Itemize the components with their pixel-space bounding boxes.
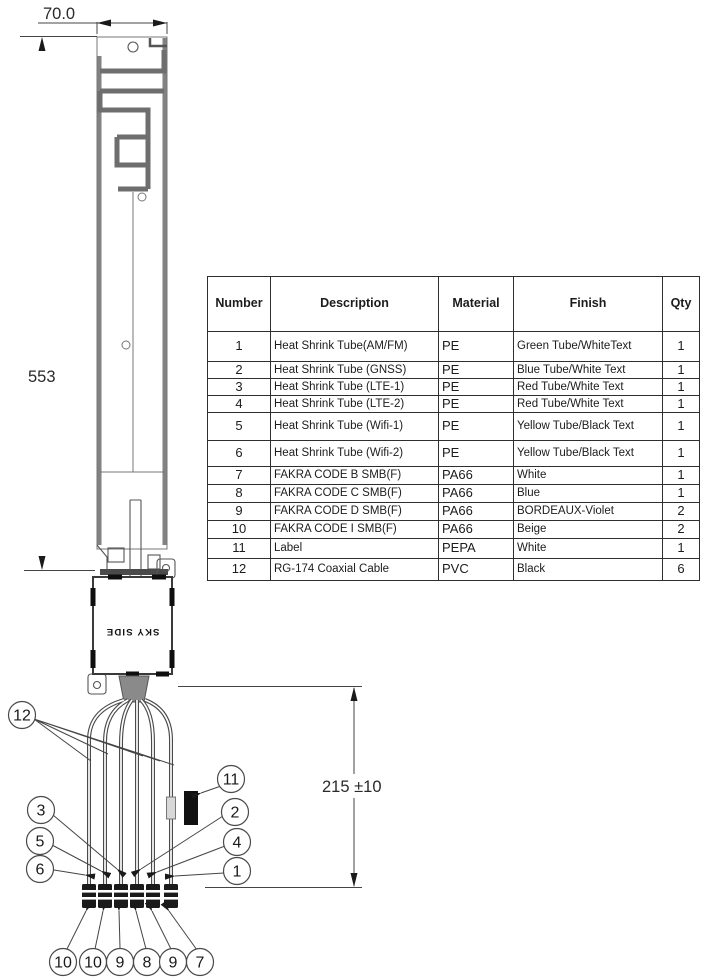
callout-5	[27, 828, 54, 855]
cell-number: 6	[208, 441, 271, 467]
arrowhead	[97, 20, 111, 27]
clip-mark	[91, 588, 96, 606]
trace-segment	[117, 137, 148, 165]
bom-header-row	[208, 277, 700, 332]
leader-10b	[95, 911, 103, 949]
mount-hole-bottom	[94, 682, 101, 689]
callout-bottom-10b	[80, 949, 107, 976]
cell-material: PE	[439, 332, 514, 362]
connector-body	[130, 884, 144, 908]
fakra-connector-2	[98, 884, 112, 908]
balloon-number: 11	[222, 771, 240, 789]
cell-material: PA66	[439, 521, 514, 539]
connector-stripe	[114, 890, 128, 893]
cell-qty: 1	[663, 396, 700, 413]
cell-qty: 1	[663, 441, 700, 467]
label-clip	[167, 797, 176, 819]
cell-qty: 1	[663, 362, 700, 379]
balloon-number: 9	[168, 954, 178, 972]
connector-stripe	[146, 890, 160, 893]
balloon-number: 3	[36, 802, 46, 820]
col-header-material: Material	[439, 277, 514, 332]
callout-bottom-9b	[160, 949, 187, 976]
cell-qty: 1	[663, 485, 700, 503]
table-row	[208, 467, 700, 485]
connector-body	[164, 884, 178, 908]
fakra-connector-4	[130, 884, 144, 908]
callout-2	[222, 799, 249, 826]
cell-material: PE	[439, 396, 514, 413]
col-header-finish: Finish	[514, 277, 663, 332]
clip-mark	[170, 650, 175, 668]
cell-number: 12	[208, 559, 271, 581]
balloon-number: 7	[195, 954, 205, 972]
leader-9a	[119, 911, 120, 948]
cell-material: PE	[439, 413, 514, 441]
connector-stripe	[82, 897, 96, 900]
cell-finish: Beige	[514, 521, 663, 539]
leader-11	[201, 786, 221, 793]
callout-3	[28, 797, 55, 824]
dim-cable-215	[178, 687, 398, 888]
cell-number: 11	[208, 539, 271, 559]
arrowhead	[351, 873, 358, 887]
cell-finish: Green Tube/WhiteText	[514, 332, 663, 362]
cable-harness	[89, 676, 198, 884]
callout-12	[9, 702, 36, 729]
balloon-number: 2	[230, 804, 240, 822]
clip-mark	[91, 650, 96, 668]
cell-qty: 1	[663, 379, 700, 396]
label-part	[184, 791, 198, 825]
connector-body	[146, 884, 160, 908]
leader-8	[136, 911, 146, 949]
cell-description: Heat Shrink Tube (GNSS)	[271, 362, 439, 379]
fakra-connector-1	[82, 884, 96, 908]
cell-finish: Red Tube/White Text	[514, 396, 663, 413]
callout-6	[27, 856, 54, 883]
cable-2	[105, 700, 128, 884]
cell-qty: 1	[663, 413, 700, 441]
col-header-description: Description	[271, 277, 439, 332]
dim-length-553	[20, 37, 97, 571]
dim-cable-text: 215 ±10	[322, 778, 382, 796]
cell-finish: Black	[514, 559, 663, 581]
connector-body	[98, 884, 112, 908]
leader-3	[53, 815, 117, 869]
cell-number: 9	[208, 503, 271, 521]
connector-stripe	[82, 890, 96, 893]
cell-material: PE	[439, 379, 514, 396]
cell-description: RG-174 Coaxial Cable	[271, 559, 439, 581]
cell-number: 3	[208, 379, 271, 396]
strip-hole-upper	[138, 193, 146, 201]
cell-description: FAKRA CODE B SMB(F)	[271, 467, 439, 485]
callouts	[9, 702, 251, 976]
table-row	[208, 396, 700, 413]
connector-stripe	[164, 897, 178, 900]
clip-mark	[108, 575, 122, 580]
balloon-number: 9	[115, 954, 125, 972]
connector-stripe	[146, 897, 160, 900]
connector-stripe	[114, 897, 128, 900]
mount-tab-bottom	[88, 674, 106, 694]
cell-qty: 2	[663, 503, 700, 521]
cell-material: PA66	[439, 485, 514, 503]
cell-number: 10	[208, 521, 271, 539]
arrowhead	[351, 687, 358, 701]
clip-mark	[152, 575, 166, 580]
fakra-connector-6	[164, 884, 178, 908]
table-row	[208, 559, 700, 581]
cell-description: Heat Shrink Tube (Wifi-1)	[271, 413, 439, 441]
arrowhead	[39, 37, 46, 51]
cell-description: FAKRA CODE C SMB(F)	[271, 485, 439, 503]
cell-finish: Yellow Tube/Black Text	[514, 413, 663, 441]
cable-6	[145, 700, 171, 884]
callout-bottom-8	[134, 949, 161, 976]
table-row	[208, 521, 700, 539]
cable-6-core	[145, 700, 171, 884]
leader-lines	[34, 719, 225, 950]
callout-bottom-10a	[50, 949, 77, 976]
connector-stripe	[98, 897, 112, 900]
leader-4	[157, 846, 225, 872]
connector-stripe	[130, 897, 144, 900]
cell-material: PA66	[439, 503, 514, 521]
connector-stripe	[164, 890, 178, 893]
leader-6	[54, 870, 85, 875]
balloon-number: 10	[54, 954, 72, 972]
cell-material: PEPA	[439, 539, 514, 559]
cell-number: 8	[208, 485, 271, 503]
cell-material: PE	[439, 362, 514, 379]
cell-finish: Blue	[514, 485, 663, 503]
table-row	[208, 539, 700, 559]
arrowhead	[39, 556, 46, 570]
callout-1	[224, 858, 251, 885]
cell-finish: White	[514, 539, 663, 559]
table-row	[208, 485, 700, 503]
cell-finish: Red Tube/White Text	[514, 379, 663, 396]
cell-qty: 6	[663, 559, 700, 581]
callout-4	[224, 829, 251, 856]
callout-11	[218, 766, 245, 793]
table-row	[208, 503, 700, 521]
table-row	[208, 413, 700, 441]
cell-finish: Yellow Tube/Black Text	[514, 441, 663, 467]
fakra-connector-3	[114, 884, 128, 908]
feed-channel	[130, 500, 141, 576]
bottom-step-right	[148, 555, 160, 569]
col-header-qty: Qty	[663, 277, 700, 332]
cell-qty: 1	[663, 332, 700, 362]
table-row	[208, 379, 700, 396]
cable-bundle	[119, 676, 149, 702]
balloon-number: 4	[232, 834, 242, 852]
balloon-number: 12	[13, 707, 31, 725]
connector-body	[114, 884, 128, 908]
fakra-connector-5	[146, 884, 160, 908]
cell-material: PVC	[439, 559, 514, 581]
col-header-number: Number	[208, 277, 271, 332]
cell-number: 2	[208, 362, 271, 379]
leader-10a	[67, 911, 86, 949]
cell-description: Label	[271, 539, 439, 559]
leader-7	[169, 911, 197, 950]
connector-stripe	[98, 890, 112, 893]
balloon-number: 1	[232, 863, 242, 881]
leader-9b	[152, 911, 171, 949]
dim-width-70	[38, 5, 167, 34]
sky-side-label: SKY SIDE	[105, 626, 160, 637]
connector-stripe	[130, 890, 144, 893]
cell-description: Heat Shrink Tube (LTE-2)	[271, 396, 439, 413]
fakra-connectors	[82, 884, 178, 908]
cell-number: 7	[208, 467, 271, 485]
dim-width-text: 70.0	[43, 5, 76, 23]
cell-description: Heat Shrink Tube (LTE-1)	[271, 379, 439, 396]
strip-hole-lower	[122, 341, 130, 349]
balloon-number: 6	[35, 861, 45, 879]
cell-finish: White	[514, 467, 663, 485]
trace-segment	[100, 91, 148, 189]
cell-description: Heat Shrink Tube(AM/FM)	[271, 332, 439, 362]
bom-table	[207, 276, 700, 581]
leader-1	[175, 873, 224, 876]
clip-mark	[170, 588, 175, 606]
balloon-number: 8	[142, 954, 152, 972]
callout-bottom-7	[187, 949, 214, 976]
cell-number: 5	[208, 413, 271, 441]
cell-material: PE	[439, 441, 514, 467]
cell-qty: 1	[663, 467, 700, 485]
cell-number: 1	[208, 332, 271, 362]
box-body	[93, 577, 172, 674]
trace-segment	[100, 50, 164, 71]
connector-box	[88, 559, 175, 694]
antenna-strip	[97, 37, 168, 576]
strip-top-hole	[128, 42, 138, 52]
clip-mark	[156, 672, 169, 677]
cell-number: 4	[208, 396, 271, 413]
cell-material: PA66	[439, 467, 514, 485]
balloon-number: 5	[35, 833, 45, 851]
connector-body	[82, 884, 96, 908]
cable-5	[141, 700, 153, 884]
cell-description: Heat Shrink Tube (Wifi-2)	[271, 441, 439, 467]
bottom-flange	[100, 569, 168, 575]
cell-qty: 2	[663, 521, 700, 539]
dim-length-text: 553	[28, 368, 56, 386]
cell-qty: 1	[663, 539, 700, 559]
table-row	[208, 441, 700, 467]
arrowhead	[153, 20, 167, 27]
table-row	[208, 362, 700, 379]
cell-finish: BORDEAUX-Violet	[514, 503, 663, 521]
callout-bottom-9a	[107, 949, 134, 976]
balloon-number: 10	[84, 954, 102, 972]
bottom-step-left	[108, 548, 124, 562]
cell-finish: Blue Tube/White Text	[514, 362, 663, 379]
cell-description: FAKRA CODE I SMB(F)	[271, 521, 439, 539]
table-row	[208, 332, 700, 362]
cell-description: FAKRA CODE D SMB(F)	[271, 503, 439, 521]
